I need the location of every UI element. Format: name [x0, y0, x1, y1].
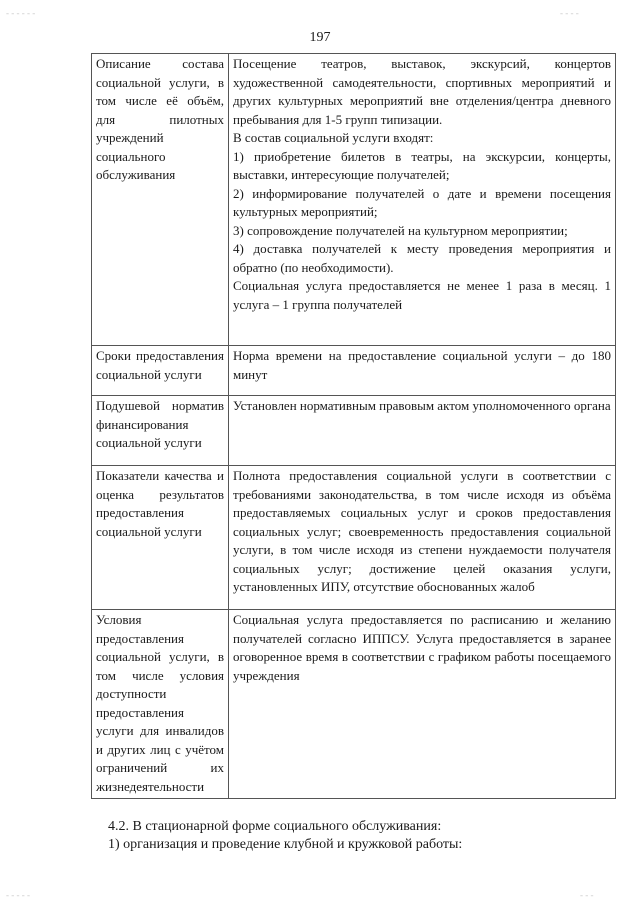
table-row — [92, 466, 616, 610]
scan-artifact: - - - - - — [6, 890, 30, 900]
row-value — [229, 54, 616, 346]
row-label: Показатели качества и оценка результатов предоставления социальной услуги — [92, 466, 229, 610]
paragraph: Посещение театров, выставок, экскурсий, концертов художественной самодеятельности, спортивных мероприятий и других культурных мероприятий вне отделения/центра дневного пребывания для 1-5 групп типизации. — [233, 56, 611, 127]
row-label: Сроки предоставления социальной услуги — [92, 346, 229, 396]
row-label: Описание состава социальной услуги, в том числе её объём, для пилотных учреждений социального обслуживания — [92, 54, 229, 346]
table-row — [92, 610, 616, 799]
scan-artifact: - - - — [580, 890, 594, 900]
table-row — [92, 54, 616, 346]
paragraph: Установлен нормативным правовым актом уполномоченного органа — [233, 398, 611, 413]
service-description-table — [91, 53, 616, 799]
paragraph: В состав социальной услуги входят: — [233, 130, 434, 145]
list-item: 1) приобретение билетов в театры, на экскурсии, концерты, выставки, интересующие получателей; — [233, 148, 611, 182]
list-item: 1) организация и проведение клубной и кружковой работы: — [108, 837, 463, 852]
paragraph: Социальная услуга предоставляется не менее 1 раза в месяц. 1 услуга – 1 группа получателей — [233, 278, 611, 312]
table-row — [92, 346, 616, 396]
list-item: 3) сопровождение получателей на культурном мероприятии; — [233, 222, 568, 238]
paragraph: Социальная услуга предоставляется по расписанию и желанию получателей согласно ИППСУ. Услуга предоставляется в заранее оговоренное время в соответствии с графиком работы посещаемого учреждения — [233, 612, 611, 683]
page-number: 197 — [309, 30, 331, 45]
row-value — [229, 396, 616, 466]
scan-artifact: - - - - - - — [6, 8, 36, 18]
row-value — [229, 610, 616, 799]
list-item: 2) информирование получателей о дате и времени посещения культурных мероприятий; — [233, 185, 611, 219]
paragraph: Полнота предоставления социальной услуги в соответствии с требованиями законодательства, в том числе исходя из объёма предоставляемых социальных услуг и сроков предоставления социальных услуг; своевременность предоставления социальной услуги, в том числе исходя из степени нуждаемости получателя социальных услуг; достижение целей оказания услуги, установленных ИПУ, отсутствие обоснованных жалоб — [233, 468, 611, 594]
row-label: Условия предоставления социальной услуги, в том числе условия доступности предоставления услуги для инвалидов и других лиц с учётом ограничений их жизнедеятельности — [92, 610, 229, 799]
paragraph: Норма времени на предоставление социальной услуги – до 180 минут — [233, 348, 611, 382]
row-value — [229, 466, 616, 610]
table-row — [92, 396, 616, 466]
scan-artifact: - - - - — [560, 8, 579, 18]
list-item: 4) доставка получателей к месту проведения мероприятия и обратно (по необходимости). — [233, 241, 611, 275]
row-label: Подушевой норматив финансирования социальной услуги — [92, 396, 229, 466]
section-heading: 4.2. В стационарной форме социального обслуживания: — [108, 819, 442, 834]
row-value — [229, 346, 616, 396]
